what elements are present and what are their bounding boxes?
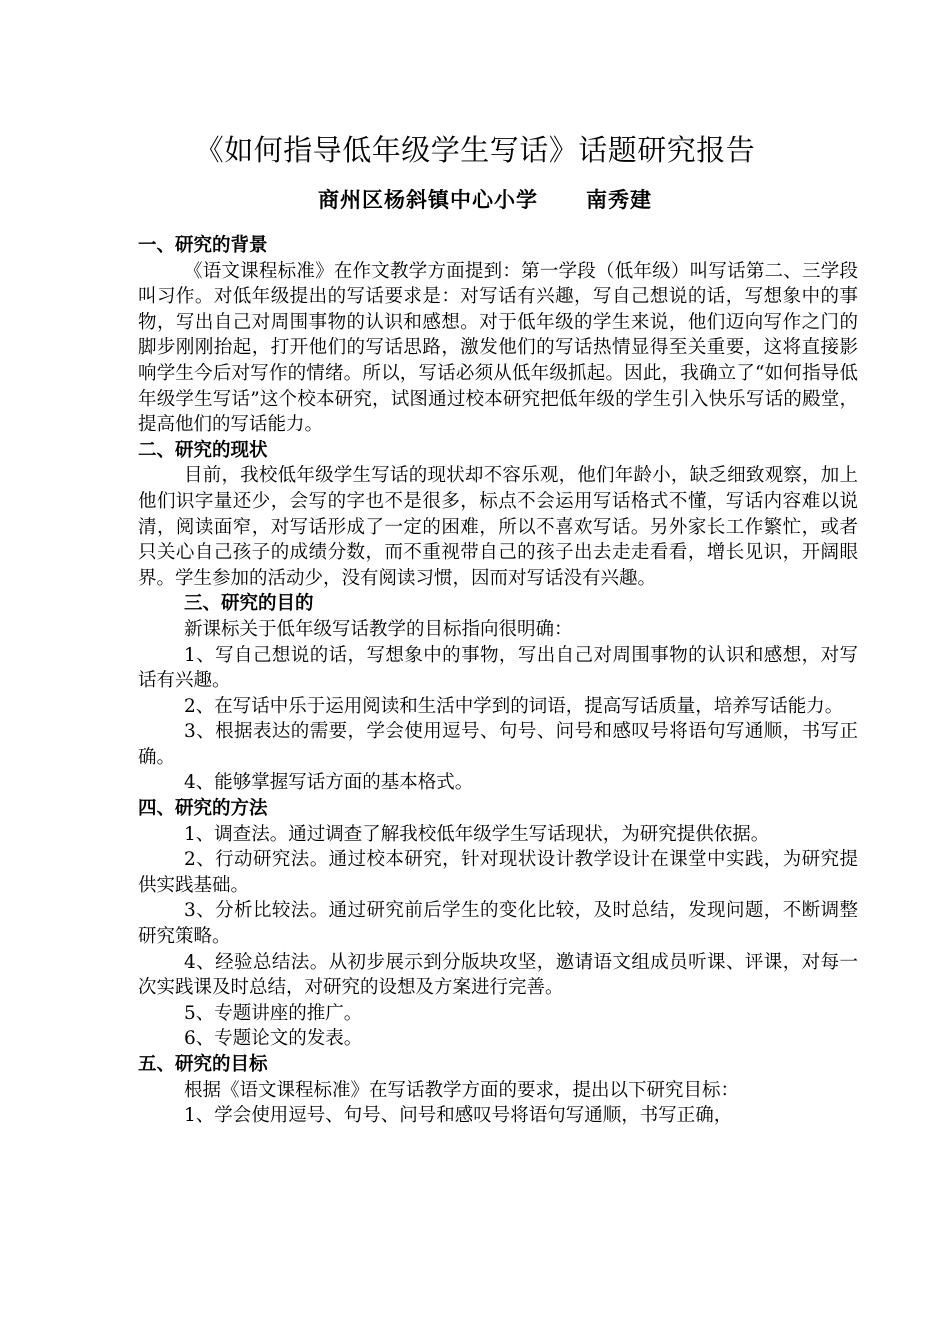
paragraph: 新课标关于低年级写话教学的目标指向很明确： <box>184 618 573 640</box>
document-body <box>138 233 858 1129</box>
list-item: 4、经验总结法。从初步展示到分版块攻坚，邀请语文组成员听课、评课，对每一次实践课及时总结，对研究的设想及方案进行完善。 <box>138 951 858 999</box>
paragraph: 根据《语文课程标准》在写话教学方面的要求，提出以下研究目标： <box>184 1079 740 1101</box>
list-item: 1、写自己想说的话，写想象中的事物，写出自己对周围事物的认识和感想，对写话有兴趣。 <box>138 644 858 692</box>
list-item: 3、根据表达的需要，学会使用逗号、句号、问号和感叹号将语句写通顺，书写正确。 <box>138 721 858 768</box>
author-name: 南秀建 <box>586 187 652 212</box>
list-item: 2、行动研究法。通过校本研究，针对现状设计教学设计在课堂中实践，为研究提供实践基础。 <box>138 849 858 896</box>
paragraph: 目前，我校低年级学生写话的现状却不容乐观，他们年龄小，缺乏细致观察，加上他们识字量还少，会写的字也不是很多，标点不会运用写话格式不懂，写话内容难以说清，阅读面窄，对写话形成了一定的困难，所以不喜欢写话。另外家长工作繁忙，或者只关心自己孩子的成绩分数，而不重视带自己的孩子出去走走看看，增长见识，开阔眼界。学生参加的活动少，没有阅读习惯，因而对写话没有兴趣。 <box>138 465 858 589</box>
list-item: 1、学会使用逗号、句号、问号和感叹号将语句写通顺，书写正确， <box>184 1105 733 1127</box>
list-item: 3、分析比较法。通过研究前后学生的变化比较，及时总结，发现问题，不断调整研究策略。 <box>138 900 858 948</box>
list-item: 5、专题讲座的推广。 <box>184 1002 363 1024</box>
list-item: 2、在写话中乐于运用阅读和生活中学到的词语，提高写话质量，培养写话能力。 <box>184 695 844 717</box>
list-item: 4、能够掌握写话方面的基本格式。 <box>184 772 474 794</box>
section-heading: 三、研究的目的 <box>184 593 314 615</box>
author-school: 商州区杨斜镇中心小学 <box>318 187 538 212</box>
document-title: 《如何指导低年级学生写话》话题研究报告 <box>194 133 756 167</box>
list-item: 1、调查法。通过调查了解我校低年级学生写话现状，为研究提供依据。 <box>184 823 770 845</box>
list-item: 6、专题论文的发表。 <box>184 1028 363 1050</box>
paragraph: 《语文课程标准》在作文教学方面提到：第一学段（低年级）叫写话第二、三学段叫习作。对低年级提出的写话要求是：对写话有兴趣，写自己想说的话，写想象中的事物，写出自己对周围事物的认识和感想。对于低年级的学生来说，他们迈向写作之门的脚步刚刚抬起，打开他们的写话思路，激发他们的写话热情显得至关重要，这将直接影响学生今后对写作的情绪。所以，写话必须从低年级抓起。因此，我确立了“如何指导低年级学生写话”这个校本研究，试图通过校本研究把低年级的学生引入快乐写话的殿堂，提高他们的写话能力。 <box>138 260 858 436</box>
section-heading: 二、研究的现状 <box>138 439 268 461</box>
section-heading: 一、研究的背景 <box>138 235 268 256</box>
section-heading: 四、研究的方法 <box>138 798 268 820</box>
author-line <box>318 184 652 216</box>
section-heading: 五、研究的目标 <box>138 1054 268 1075</box>
